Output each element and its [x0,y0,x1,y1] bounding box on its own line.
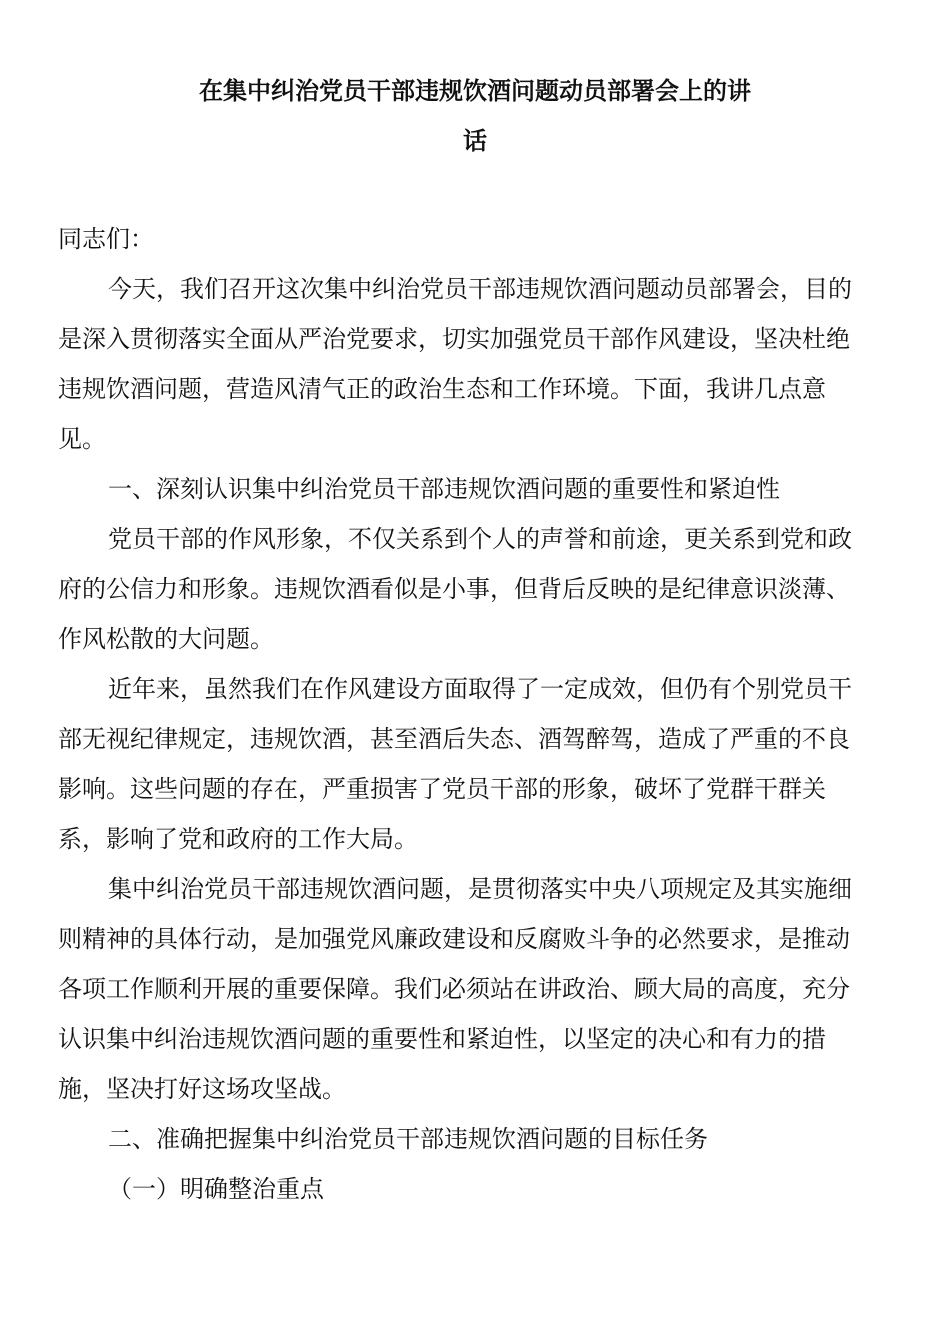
body-line: 集中纠治党员干部违规饮酒问题，是贯彻落实中央八项规定及其实施细 [108,875,852,903]
body-line: 今天，我们召开这次集中纠治党员干部违规饮酒问题动员部署会，目的 [108,275,852,303]
salutation: 同志们： [58,225,154,253]
body-line: 影响。这些问题的存在，严重损害了党员干部的形象，破坏了党群干群关 [58,775,826,803]
body-line: 施，坚决打好这场攻坚战。 [58,1075,346,1103]
body-line: 近年来，虽然我们在作风建设方面取得了一定成效，但仍有个别党员干 [108,675,852,703]
document-title [60,66,890,166]
document-body [58,214,880,1214]
subsection-heading-1: （一）明确整治重点 [108,1175,324,1203]
body-line: 是深入贯彻落实全面从严治党要求，切实加强党员干部作风建设，坚决杜绝 [58,325,850,353]
body-line: 府的公信力和形象。违规饮酒看似是小事，但背后反映的是纪律意识淡薄、 [58,575,850,603]
section-heading-1: 一、深刻认识集中纠治党员干部违规饮酒问题的重要性和紧迫性 [108,475,780,503]
body-line: 认识集中纠治违规饮酒问题的重要性和紧迫性，以坚定的决心和有力的措 [58,1025,826,1053]
title-line-2: 话 [463,127,487,155]
body-line: 部无视纪律规定，违规饮酒，甚至酒后失态、酒驾醉驾，造成了严重的不良 [58,725,850,753]
body-line: 见。 [58,425,106,453]
body-line: 作风松散的大问题。 [58,625,274,653]
body-line: 各项工作顺利开展的重要保障。我们必须站在讲政治、顾大局的高度，充分 [58,975,850,1003]
body-line: 系，影响了党和政府的工作大局。 [58,825,418,853]
title-line-1: 在集中纠治党员干部违规饮酒问题动员部署会上的讲 [199,77,751,105]
body-line: 则精神的具体行动，是加强党风廉政建设和反腐败斗争的必然要求，是推动 [58,925,850,953]
body-line: 党员干部的作风形象，不仅关系到个人的声誉和前途，更关系到党和政 [108,525,852,553]
section-heading-2: 二、准确把握集中纠治党员干部违规饮酒问题的目标任务 [108,1125,708,1153]
body-line: 违规饮酒问题，营造风清气正的政治生态和工作环境。下面，我讲几点意 [58,375,826,403]
